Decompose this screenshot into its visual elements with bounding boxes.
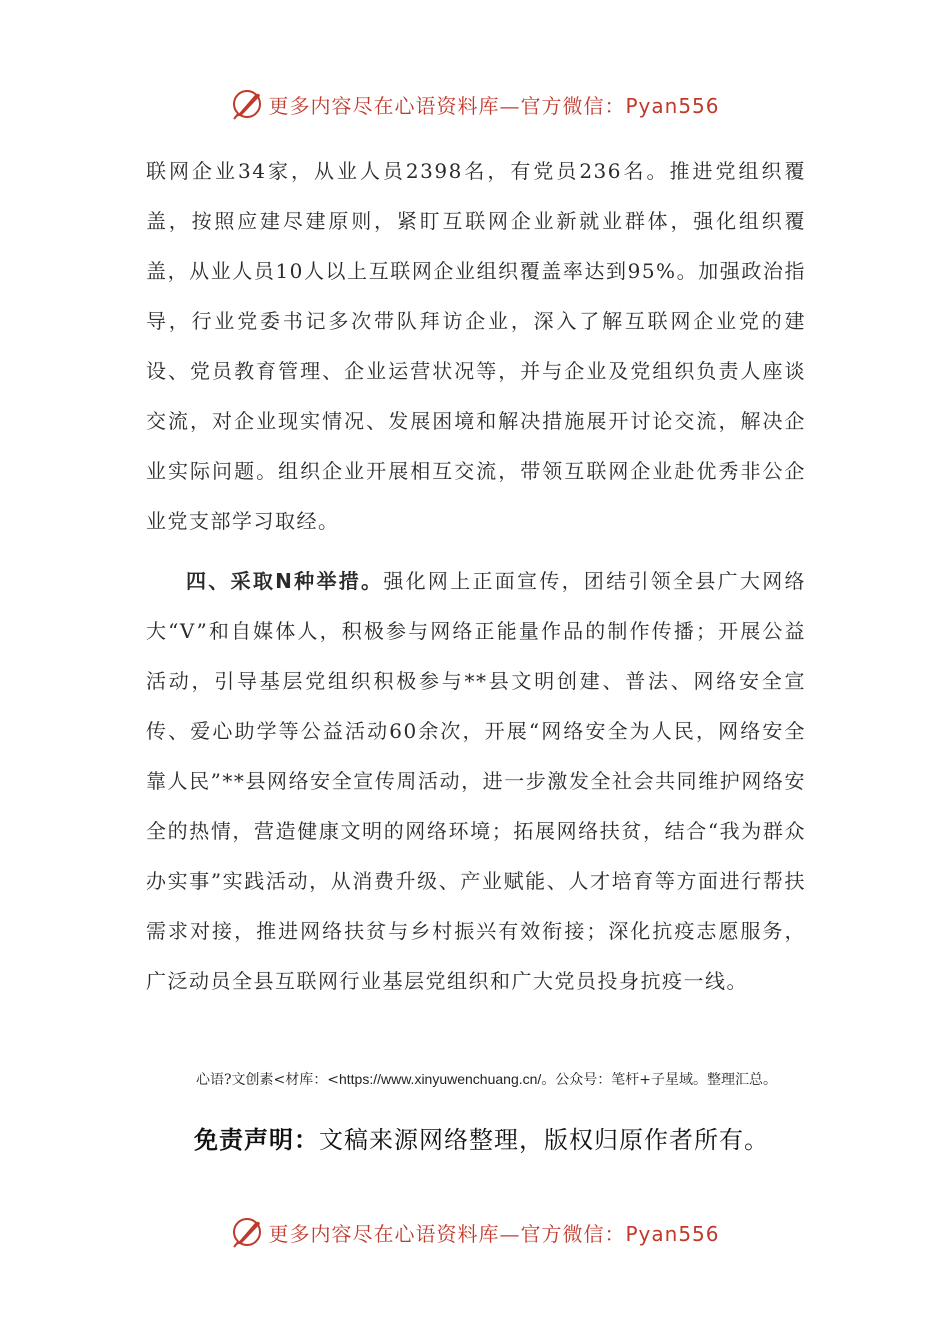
disclaimer-label: 免责声明： [194, 1126, 319, 1154]
footer-banner-handle: Pyan556 [625, 1221, 720, 1246]
disclaimer [194, 1120, 834, 1160]
source-url: https://www.xinyuwenchuang.cn/ [338, 1071, 542, 1087]
header-banner-text: 更多内容尽在心语资料库—官方微信：Pyan556 [268, 93, 720, 118]
paragraph-2 [146, 556, 806, 1006]
paragraph-1: 联网企业34家，从业人员2398名，有党员236名。推进党组织覆盖，按照应建尽建原则，紧盯互联网企业新就业群体，强化组织覆盖，从业人员10人以上互联网企业组织覆盖率达到95%。加强政治指导，行业党委书记多次带队拜访企业，深入了解互联网企业党的建设、党员教育管理、企业运营状况等，并与企业及党组织负责人座谈交流，对企业现实情况、发展困境和解决措施展开讨论交流，解决企业实际问题。组织企业开展相互交流，带领互联网企业赴优秀非公企业党支部学习取经。 [146, 159, 806, 533]
footer-banner [0, 1212, 950, 1252]
quill-logo-icon [230, 87, 264, 121]
quill-logo-icon [230, 1215, 264, 1249]
paragraph-2-text: 强化网上正面宣传，团结引领全县广大网络大“V”和自媒体人，积极参与网络正能量作品的制作传播；开展公益活动，引导基层党组织积极参与**县文明创建、普法、网络安全宣传、爱心助学等公益活动60余次，开展“网络安全为人民，网络安全靠人民”**县网络安全宣传周活动，进一步激发全社会共同维护网络安全的热情，营造健康文明的网络环境；拓展网络扶贫，结合“我为群众办实事”实践活动，从消费升级、产业赋能、人才培育等方面进行帮扶需求对接，推进网络扶贫与乡村振兴有效衔接；深化抗疫志愿服务，广泛动员全县互联网行业基层党组织和广大党员投身抗疫一线。 [146, 569, 806, 993]
source-suffix: 。公众号：笔杆+子星域。整理汇总。 [541, 1072, 778, 1088]
section-heading: 四、采取N种举措。 [186, 569, 384, 593]
header-banner-handle: Pyan556 [625, 93, 720, 118]
source-note [146, 1067, 811, 1092]
footer-banner-text: 更多内容尽在心语资料库—官方微信：Pyan556 [268, 1221, 720, 1246]
header-banner [0, 84, 950, 124]
source-prefix: 心语?文创素<材库：< [196, 1072, 339, 1088]
disclaimer-text: 文稿来源网络整理，版权归原作者所有。 [319, 1126, 769, 1154]
